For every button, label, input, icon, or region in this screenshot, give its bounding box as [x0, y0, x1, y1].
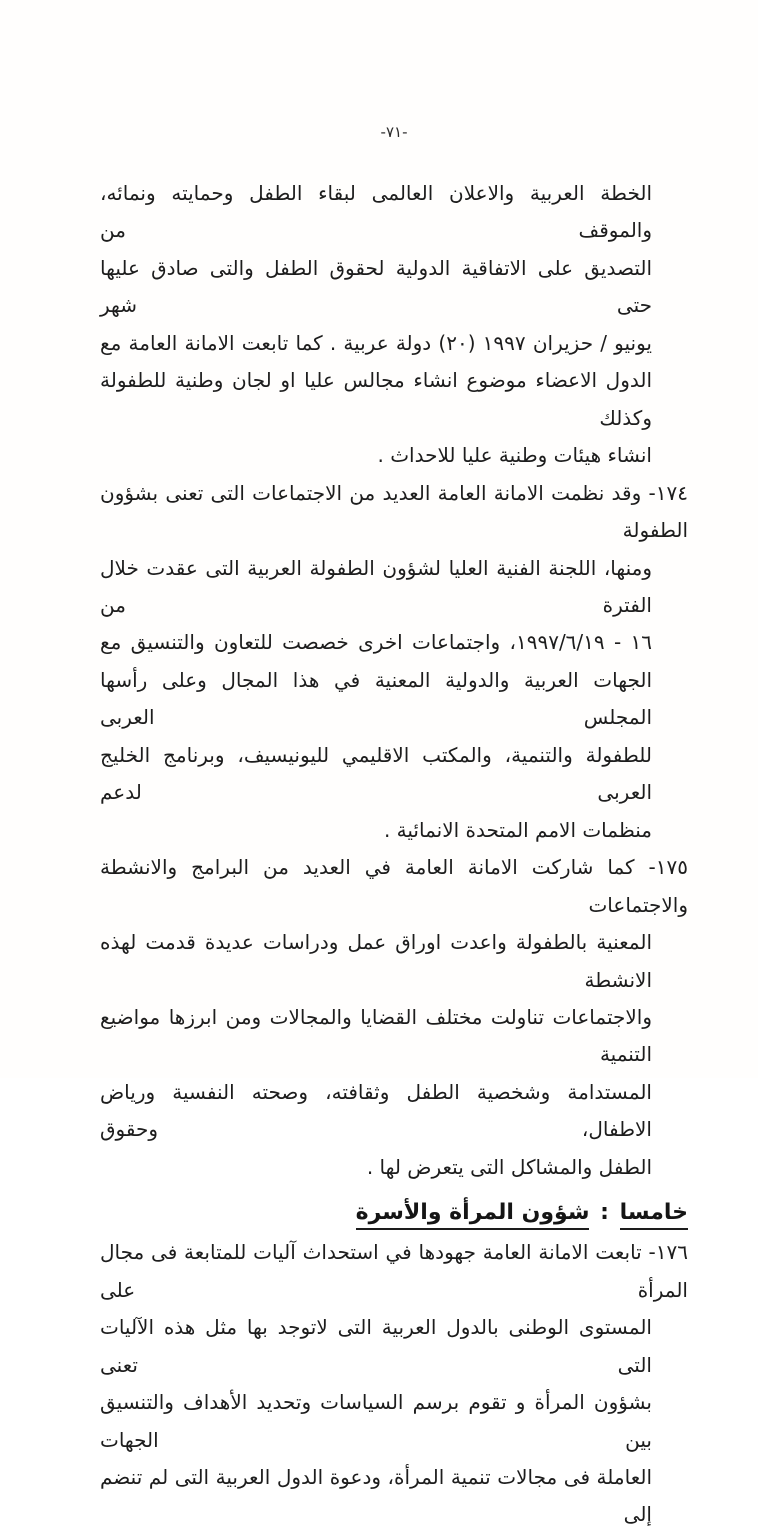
text-line: الجهات العربية والدولية المعنية في هذا المجال وعلى رأسها المجلس العربى: [100, 667, 652, 730]
section-heading-title: شؤون المرأة والأسرة: [356, 1200, 590, 1230]
text-line: يونيو / حزيران ١٩٩٧ (٢٠) دولة عربية . كما تابعت الامانة العامة مع: [100, 330, 652, 355]
document-body: [0, 175, 758, 1534]
section-heading-separator: :: [592, 1200, 617, 1226]
text-line: العاملة فى مجالات تنمية المرأة، ودعوة الدول العربية التى لم تنضم إلى: [100, 1464, 652, 1527]
paragraph-174: [100, 475, 688, 850]
section-heading: [100, 1195, 688, 1231]
paragraph-176: [100, 1234, 688, 1534]
page-number: -٧١-: [380, 123, 408, 141]
paragraph-intro-continuation: [100, 175, 688, 475]
text-line: للطفولة والتنمية، والمكتب الاقليمي لليونيسيف، وبرنامج الخليج العربى لدعم: [100, 742, 652, 805]
numbered-paragraph-first-line: ١٧٤- وقد نظمت الامانة العامة العديد من الاجتماعات التى تعنى بشؤون الطفولة: [100, 480, 688, 543]
text-line: الدول الاعضاء موضوع انشاء مجالس عليا او لجان وطنية للطفولة وكذلك: [100, 368, 652, 430]
text-line: الخطة العربية والاعلان العالمى لبقاء الطفل وحمايته ونمائه، والموقف من: [100, 181, 652, 243]
text-line: المعنية بالطفولة واعدت اوراق عمل ودراسات عديدة قدمت لهذه الانشطة: [100, 930, 652, 992]
text-line: منظمات الامم المتحدة الانمائية .: [383, 817, 652, 842]
numbered-paragraph-first-line: ١٧٥- كما شاركت الامانة العامة في العديد من البرامج والانشطة والاجتماعات: [100, 855, 688, 917]
text-line: المستدامة وشخصية الطفل وثقافته، وصحته النفسية ورياض الاطفال، وحقوق: [100, 1079, 652, 1142]
section-heading-ordinal: خامسا: [620, 1200, 688, 1230]
text-line: والاجتماعات تناولت مختلف القضايا والمجالات ومن ابرزها مواضيع التنمية: [100, 1004, 652, 1067]
numbered-paragraph-first-line: ١٧٦- تابعت الامانة العامة جهودها في استحداث آليات للمتابعة فى مجال المرأة على: [100, 1240, 688, 1302]
text-line: بشؤون المرأة و تقوم برسم السياسات وتحديد الأهداف والتنسيق بين الجهات: [100, 1390, 652, 1452]
text-line: المستوى الوطنى بالدول العربية التى لاتوجد بها مثل هذه الآليات التى تعنى: [100, 1315, 652, 1377]
paragraph-175: [100, 849, 688, 1186]
text-line: الطفل والمشاكل التى يتعرض لها .: [366, 1154, 652, 1179]
text-line: انشاء هيئات وطنية عليا للاحداث .: [377, 443, 652, 468]
text-line: التصديق على الاتفاقية الدولية لحقوق الطفل والتى صادق عليها حتى شهر: [100, 255, 652, 318]
text-line: ومنها، اللجنة الفنية العليا لشؤون الطفولة العربية التى عقدت خلال الفترة من: [100, 555, 652, 617]
text-line: ١٦ - ١٩٩٧/٦/١٩، واجتماعات اخرى خصصت للتعاون والتنسيق مع: [100, 630, 652, 655]
